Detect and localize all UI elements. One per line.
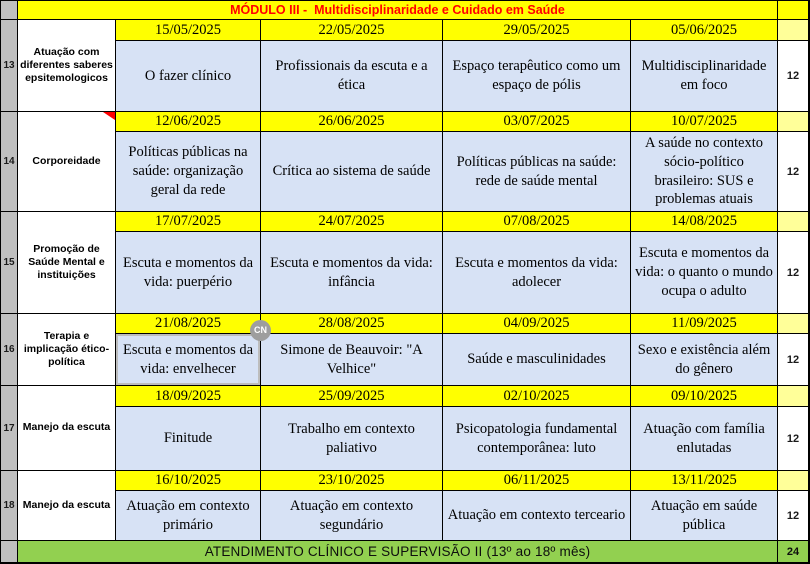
cell-content-13-1[interactable]: O fazer clínico bbox=[116, 41, 261, 112]
cell-date-14-4[interactable]: 10/07/2025 bbox=[631, 112, 778, 132]
cell-content-15-1[interactable]: Escuta e momentos da vida: puerpério bbox=[116, 232, 261, 314]
cell-content-16-1[interactable] bbox=[116, 324, 267, 386]
cell-date-16-2[interactable]: 28/08/2025 bbox=[261, 314, 443, 334]
cell-content-18-1[interactable]: Atuação em contexto primário bbox=[116, 491, 261, 541]
cell-content-14-1[interactable]: Políticas públicas na saúde: organização geral da rede bbox=[116, 132, 261, 212]
cell-date-18-2[interactable]: 23/10/2025 bbox=[261, 471, 443, 491]
cell-hours-16[interactable]: 12 bbox=[778, 334, 809, 386]
row-number-17[interactable]: 17 bbox=[1, 386, 18, 471]
cell-content-17-2[interactable]: Trabalho em contexto paliativo bbox=[261, 407, 443, 471]
row-number-14[interactable]: 14 bbox=[1, 112, 18, 212]
cell-topic-15[interactable]: Promoção de Saúde Mental e instituições bbox=[18, 212, 116, 314]
cell-content-16-2[interactable]: Simone de Beauvoir: "A Velhice" bbox=[261, 334, 443, 386]
row-number-16[interactable]: 16 bbox=[1, 314, 18, 386]
cell-date-16-4[interactable]: 11/09/2025 bbox=[631, 314, 778, 334]
footer-corner-cell[interactable] bbox=[1, 541, 18, 563]
cell-hours-18[interactable]: 12 bbox=[778, 491, 809, 541]
footer-total-hours-cell[interactable]: 24 bbox=[778, 541, 809, 563]
cell-date-18-4[interactable]: 13/11/2025 bbox=[631, 471, 778, 491]
cell-date-17-2[interactable]: 25/09/2025 bbox=[261, 386, 443, 407]
cell-content-18-4[interactable]: Atuação em saúde pública bbox=[631, 491, 778, 541]
cell-content-16-1-text: Escuta e momentos da vida: envelhecer bbox=[122, 341, 254, 377]
row-number-13[interactable]: 13 bbox=[1, 20, 18, 112]
footer-title-cell[interactable]: ATENDIMENTO CLÍNICO E SUPERVISÃO II (13º ao 18º mês) bbox=[18, 541, 778, 563]
row-number-18[interactable]: 18 bbox=[1, 471, 18, 541]
cell-date-14-3[interactable]: 03/07/2025 bbox=[443, 112, 631, 132]
cell-content-15-2[interactable]: Escuta e momentos da vida: infância bbox=[261, 232, 443, 314]
cell-hours-17[interactable]: 12 bbox=[778, 407, 809, 471]
cell-topic-16[interactable]: Terapia e implicação ético-política bbox=[18, 314, 116, 386]
cell-date-14-1[interactable]: 12/06/2025 bbox=[116, 112, 261, 132]
cell-hours-14[interactable]: 12 bbox=[778, 132, 809, 212]
cell-topic-14[interactable] bbox=[18, 112, 116, 212]
cell-content-13-4[interactable]: Multidisciplinaridade em foco bbox=[631, 41, 778, 112]
cell-content-18-2[interactable]: Atuação em contexto segundário bbox=[261, 491, 443, 541]
cell-topic-14-text: Corporeidade bbox=[32, 154, 101, 167]
cell-topic-17[interactable]: Manejo da escuta bbox=[18, 386, 116, 471]
cell-hours-spacer-14[interactable] bbox=[778, 112, 809, 132]
cell-hours-spacer-18[interactable] bbox=[778, 471, 809, 491]
cell-topic-13[interactable]: Atuação com diferentes saberes epsitemologicos bbox=[18, 20, 116, 112]
corner-cell[interactable] bbox=[1, 1, 18, 20]
cell-hours-15[interactable]: 12 bbox=[778, 232, 809, 314]
cell-content-16-3[interactable]: Saúde e masculinidades bbox=[443, 334, 631, 386]
cell-content-17-4[interactable]: Atuação com família enlutadas bbox=[631, 407, 778, 471]
cell-hours-spacer-16[interactable] bbox=[778, 314, 809, 334]
cell-content-14-3[interactable]: Políticas públicas na saúde: rede de saúde mental bbox=[443, 132, 631, 212]
cell-topic-18[interactable]: Manejo da escuta bbox=[18, 471, 116, 541]
cell-date-16-1[interactable]: 21/08/2025 bbox=[116, 314, 261, 334]
cell-hours-spacer-15[interactable] bbox=[778, 212, 809, 232]
cell-date-15-2[interactable]: 24/07/2025 bbox=[261, 212, 443, 232]
module-title-cell[interactable]: MÓDULO III - Multidisciplinaridade e Cuidado em Saúde bbox=[18, 1, 778, 20]
cell-date-17-4[interactable]: 09/10/2025 bbox=[631, 386, 778, 407]
cell-hours-13[interactable]: 12 bbox=[778, 41, 809, 112]
cell-content-17-3[interactable]: Psicopatologia fundamental contemporânea: luto bbox=[443, 407, 631, 471]
cell-hours-spacer-13[interactable] bbox=[778, 20, 809, 41]
comment-marker-icon bbox=[103, 112, 115, 120]
cell-date-13-4[interactable]: 05/06/2025 bbox=[631, 20, 778, 41]
cell-date-14-2[interactable]: 26/06/2025 bbox=[261, 112, 443, 132]
cell-date-13-2[interactable]: 22/05/2025 bbox=[261, 20, 443, 41]
cell-date-15-1[interactable]: 17/07/2025 bbox=[116, 212, 261, 232]
cell-date-18-1[interactable]: 16/10/2025 bbox=[116, 471, 261, 491]
cell-content-15-4[interactable]: Escuta e momentos da vida: o quanto o mundo ocupa o adulto bbox=[631, 232, 778, 314]
row-number-15[interactable]: 15 bbox=[1, 212, 18, 314]
cell-date-15-4[interactable]: 14/08/2025 bbox=[631, 212, 778, 232]
cell-content-15-3[interactable]: Escuta e momentos da vida: adolecer bbox=[443, 232, 631, 314]
cell-content-14-4[interactable]: A saúde no contexto sócio-político brasileiro: SUS e problemas atuais bbox=[631, 132, 778, 212]
cell-date-17-1[interactable]: 18/09/2025 bbox=[116, 386, 261, 407]
cell-date-16-3[interactable]: 04/09/2025 bbox=[443, 314, 631, 334]
cell-hours-spacer-17[interactable] bbox=[778, 386, 809, 407]
cell-date-13-1[interactable]: 15/05/2025 bbox=[116, 20, 261, 41]
cell-date-18-3[interactable]: 06/11/2025 bbox=[443, 471, 631, 491]
cell-content-18-3[interactable]: Atuação em contexto terceario bbox=[443, 491, 631, 541]
collaborator-badge: CN bbox=[250, 320, 271, 341]
module-title-spacer-cell[interactable] bbox=[778, 1, 809, 20]
cell-date-15-3[interactable]: 07/08/2025 bbox=[443, 212, 631, 232]
cell-date-13-3[interactable]: 29/05/2025 bbox=[443, 20, 631, 41]
cell-content-14-2[interactable]: Crítica ao sistema de saúde bbox=[261, 132, 443, 212]
cell-content-16-4[interactable]: Sexo e existência além do gênero bbox=[631, 334, 778, 386]
cell-date-17-3[interactable]: 02/10/2025 bbox=[443, 386, 631, 407]
cell-content-13-2[interactable]: Profissionais da escuta e a ética bbox=[261, 41, 443, 112]
cell-content-17-1[interactable]: Finitude bbox=[116, 407, 261, 471]
cell-content-13-3[interactable]: Espaço terapêutico como um espaço de pólis bbox=[443, 41, 631, 112]
